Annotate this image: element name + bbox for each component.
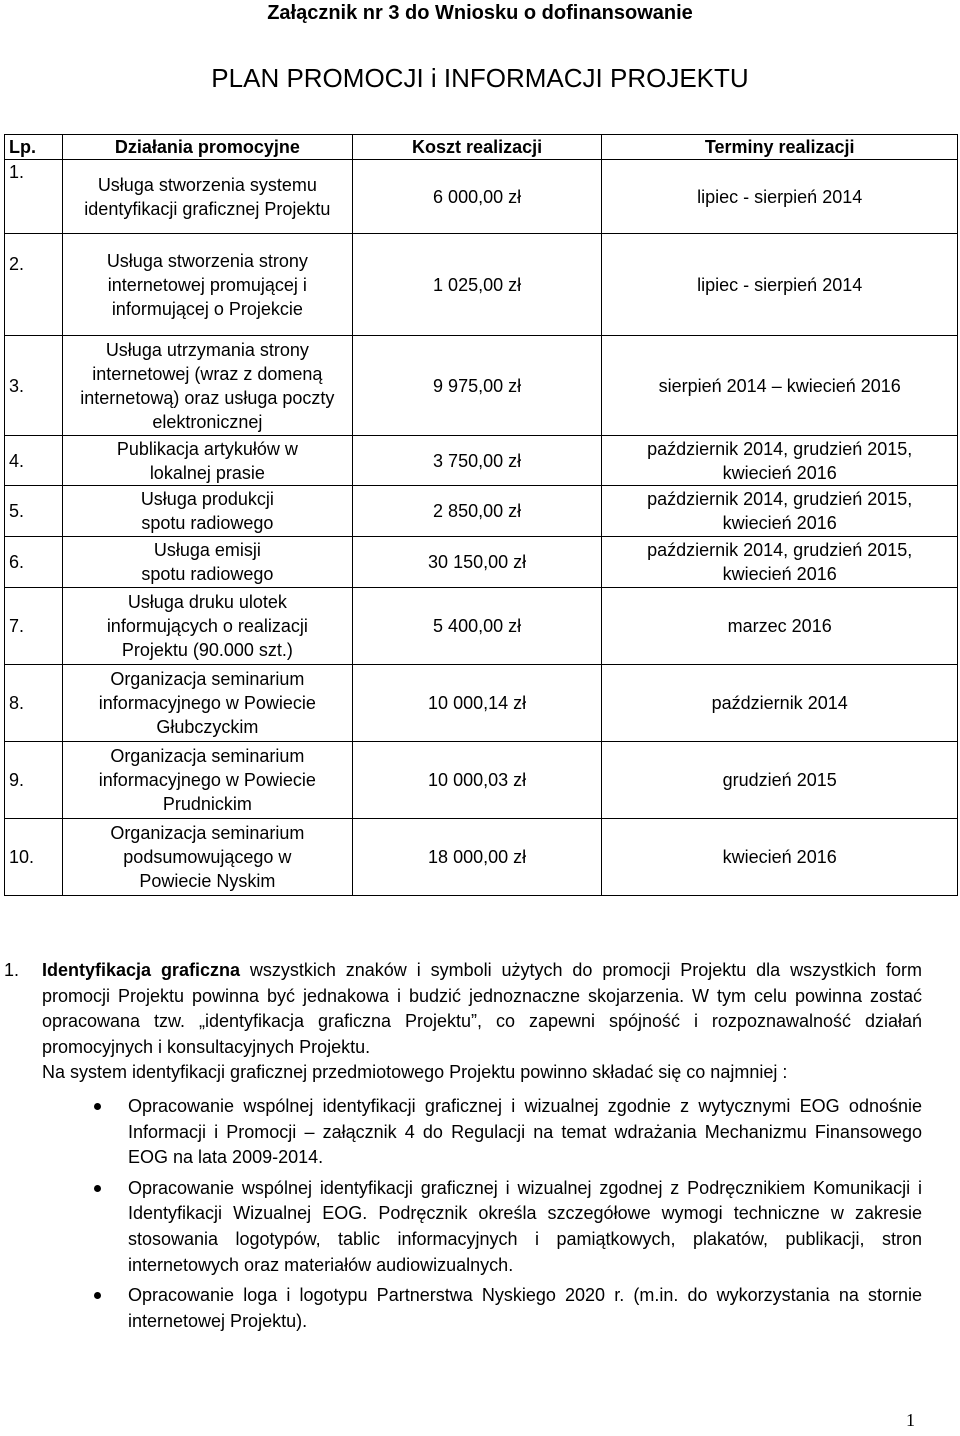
row-term: październik 2014: [602, 665, 958, 742]
table-row: [5, 160, 958, 234]
row-number: 1.: [5, 160, 63, 234]
table-row: [5, 486, 958, 537]
row-cost: 2 850,00 zł: [352, 486, 602, 537]
row-cost: 10 000,14 zł: [352, 665, 602, 742]
table-row: [5, 742, 958, 819]
row-term: sierpień 2014 – kwiecień 2016: [602, 336, 958, 436]
table-row: [5, 336, 958, 436]
row-action: Organizacja seminarium podsumowującego w Powiecie Nyskim: [62, 819, 352, 896]
column-header-terms: Terminy realizacji: [602, 135, 958, 160]
row-cost: 9 975,00 zł: [352, 336, 602, 436]
list-item: [42, 1283, 922, 1334]
row-number: 7.: [5, 588, 63, 665]
row-number: 2.: [5, 234, 63, 336]
row-number: 9.: [5, 742, 63, 819]
column-header-lp: Lp.: [5, 135, 63, 160]
row-cost: 3 750,00 zł: [352, 436, 602, 486]
row-action: Usługa utrzymania strony internetowej (wraz z domeną internetową) oraz usługa poczty elektronicznej: [62, 336, 352, 436]
row-number: 5.: [5, 486, 63, 537]
row-action: Organizacja seminarium informacyjnego w Powiecie Prudnickim: [62, 742, 352, 819]
row-cost: 10 000,03 zł: [352, 742, 602, 819]
bullet-icon: [94, 1185, 101, 1192]
section-paragraph: [4, 958, 923, 1060]
row-number: 6.: [5, 537, 63, 588]
row-action: Organizacja seminarium informacyjnego w Powiecie Głubczyckim: [62, 665, 352, 742]
row-action: Usługa stworzenia systemu identyfikacji graficznej Projektu: [62, 160, 352, 234]
row-number: 8.: [5, 665, 63, 742]
bullet-icon: [94, 1292, 101, 1299]
row-number: 10.: [5, 819, 63, 896]
requirements-list: [42, 1094, 922, 1334]
row-action: Publikacja artykułów w lokalnej prasie: [62, 436, 352, 486]
paragraph-text: wszystkich znaków i symboli użytych do promocji Projektu dla wszystkich form promocji Projektu powinna być jednakowa i budzić jednoznaczne skojarzenia. W tym celu powinna zostać opracowana tzw.: [42, 960, 922, 1032]
page-title: PLAN PROMOCJI i INFORMACJI PROJEKTU: [211, 63, 749, 93]
graphic-identity-section: [4, 958, 923, 1339]
row-cost: 30 150,00 zł: [352, 537, 602, 588]
row-term: lipiec - sierpień 2014: [602, 160, 958, 234]
table-row: [5, 537, 958, 588]
row-term: październik 2014, grudzień 2015, kwiecień 2016: [602, 537, 958, 588]
list-item-text: Opracowanie wspólnej identyfikacji graficznej i wizualnej zgodnie z wytycznymi EOG odnośnie Informacji i Promocji – załącznik 4 do Regulacji na temat wdrażania Mechanizmu Finansowego EOG na lata 2009-2014.: [128, 1095, 922, 1168]
section-heading: Identyfikacja graficzna: [42, 960, 240, 980]
list-item: [42, 1176, 922, 1278]
row-cost: 1 025,00 zł: [352, 234, 602, 336]
quote-open-mark: „: [199, 1011, 205, 1032]
table-row: [5, 665, 958, 742]
row-cost: 6 000,00 zł: [352, 160, 602, 234]
page-number: 1: [906, 1410, 915, 1430]
table-row: [5, 436, 958, 486]
promotion-plan-table: [4, 134, 958, 896]
row-term: październik 2014, grudzień 2015, kwiecień 2016: [602, 436, 958, 486]
row-action: Usługa emisji spotu radiowego: [62, 537, 352, 588]
row-term: grudzień 2015: [602, 742, 958, 819]
row-term: kwiecień 2016: [602, 819, 958, 896]
table-row: [5, 234, 958, 336]
bullet-icon: [94, 1103, 101, 1110]
quoted-term: identyfikacja graficzna Projektu: [205, 1011, 472, 1032]
row-term: październik 2014, grudzień 2015, kwiecień 2016: [602, 486, 958, 537]
row-term: marzec 2016: [602, 588, 958, 665]
row-action: Usługa stworzenia strony internetowej promującej i informującej o Projekcie: [62, 234, 352, 336]
row-action: Usługa druku ulotek informujących o realizacji Projektu (90.000 szt.): [62, 588, 352, 665]
row-cost: 18 000,00 zł: [352, 819, 602, 896]
paragraph-tail: ”, co zapewni spójność i rozpoznawalność działań promocyjnych i konsultacyjnych Projektu.: [42, 1011, 923, 1057]
row-term: lipiec - sierpień 2014: [602, 234, 958, 336]
table-row: [5, 588, 958, 665]
row-cost: 5 400,00 zł: [352, 588, 602, 665]
list-item: [42, 1094, 922, 1171]
column-header-actions: Działania promocyjne: [62, 135, 352, 160]
column-header-cost: Koszt realizacji: [352, 135, 602, 160]
row-action: Usługa produkcji spotu radiowego: [62, 486, 352, 537]
table-row: [5, 819, 958, 896]
list-item-text: Opracowanie wspólnej identyfikacji graficznej i wizualnej zgodnej z Podręcznikiem Komunikacji i Identyfikacji Wizualnej EOG. Podręcznik określa szczegółowe wymogi techniczne w zakresie stosowania logotypów, tablic informacyjnych i pamiątkowych, plakatów, publikacji, stron internetowych oraz materiałów audiowizualnych.: [128, 1177, 922, 1275]
table-header-row: [5, 135, 958, 160]
list-item-text: Opracowanie loga i logotypu Partnerstwa Nyskiego 2020 r. (m.in. do wykorzystania na stornie internetowej Projektu).: [128, 1285, 922, 1331]
attachment-heading: Załącznik nr 3 do Wniosku o dofinansowanie: [267, 2, 693, 24]
section-paragraph-2: Na system identyfikacji graficznej przedmiotowego Projektu powinno składać się co najmniej :: [42, 1062, 788, 1083]
row-number: 4.: [5, 436, 63, 486]
section-number: 1.: [4, 960, 20, 980]
row-number: 3.: [5, 336, 63, 436]
